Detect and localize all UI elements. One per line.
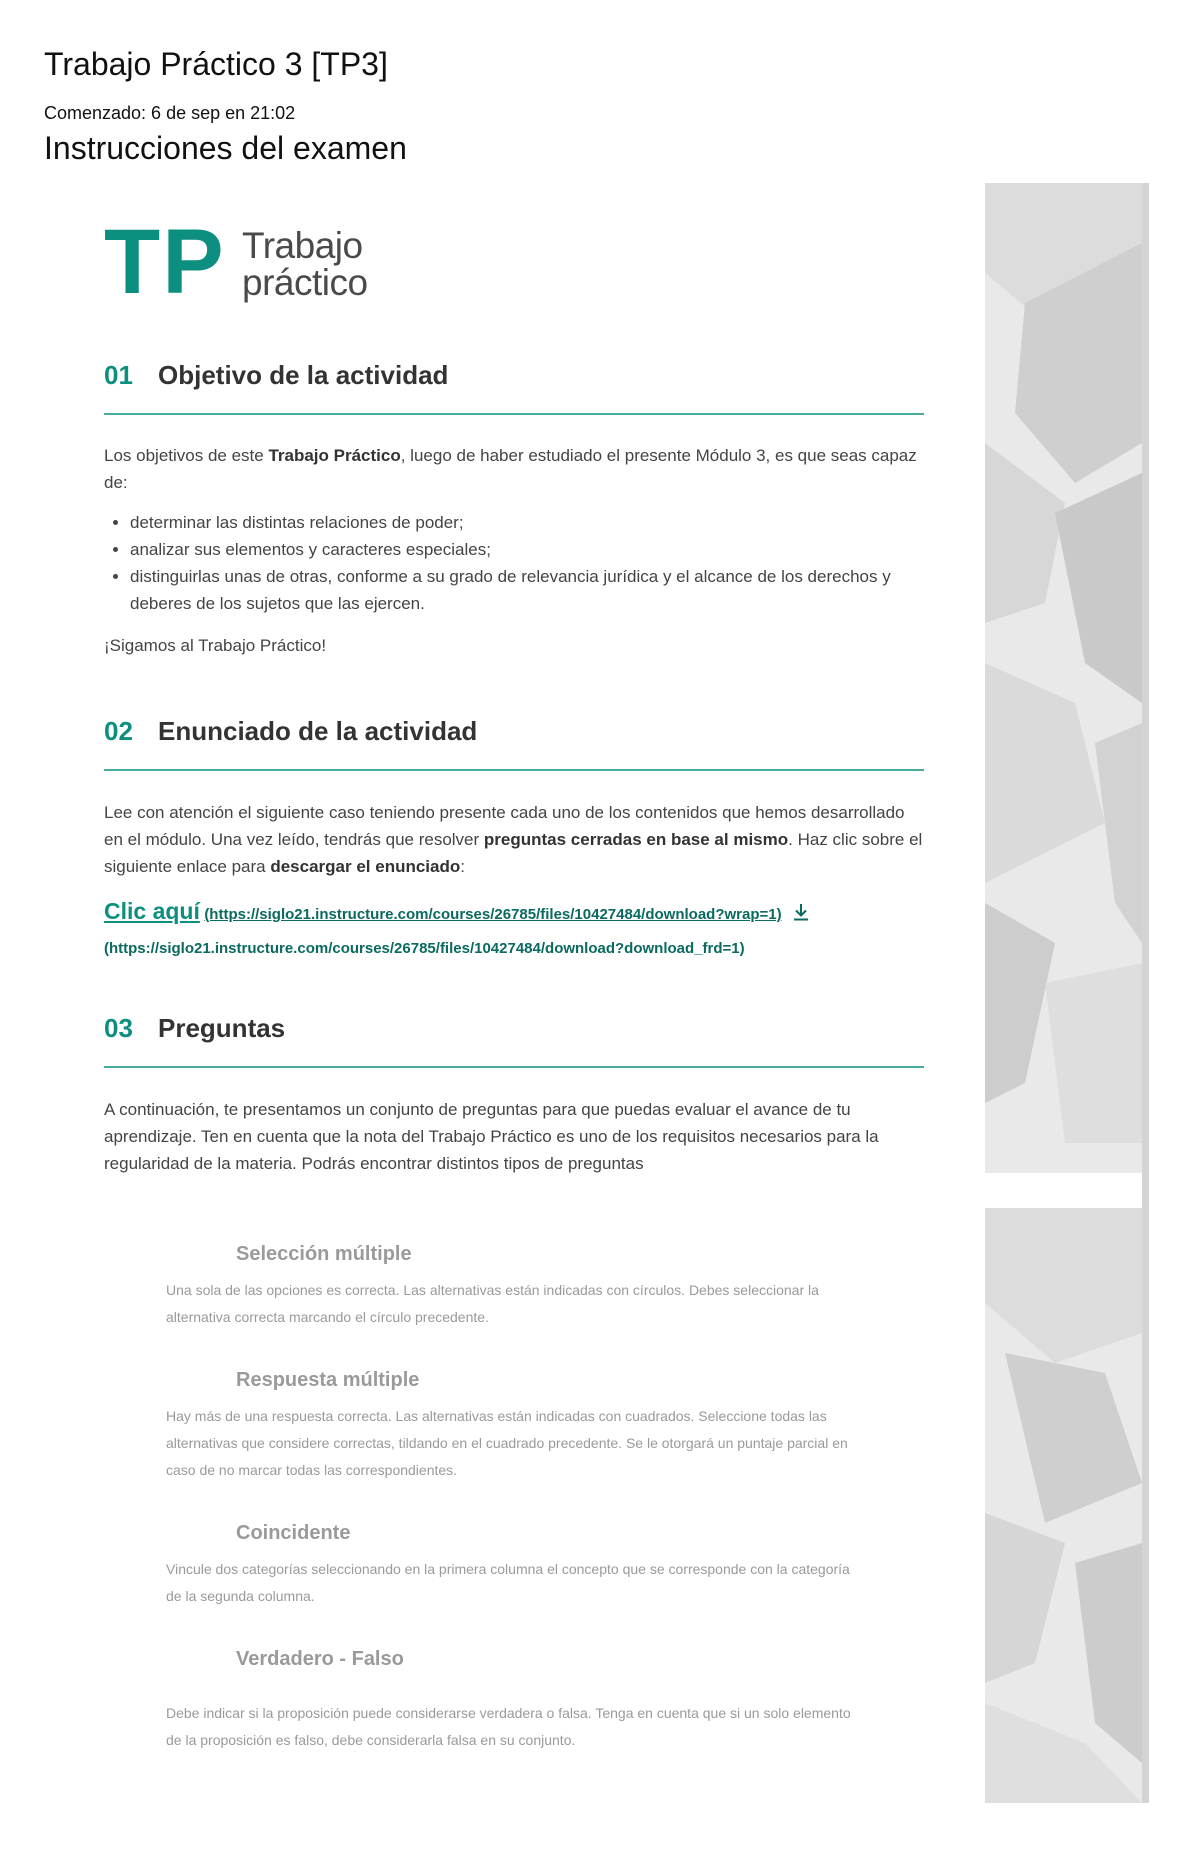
section-divider bbox=[104, 413, 924, 415]
logo-word-trabajo: Trabajo bbox=[242, 225, 363, 266]
question-type-title: Selección múltiple bbox=[236, 1243, 412, 1265]
instructions-title: Instrucciones del examen bbox=[44, 130, 407, 166]
list-item: • distinguirlas unas de otras, conforme a su grado de relevancia jurídica y el alcance de los derechos y deberes de los sujetos que las ejercen. bbox=[130, 563, 930, 617]
enunciado-text bbox=[104, 799, 924, 880]
enunciado-bold: descargar el enunciado bbox=[270, 857, 461, 876]
clic-aqui-link[interactable]: Clic aquí bbox=[104, 898, 200, 924]
download-icon[interactable] bbox=[792, 902, 810, 922]
list-item: • determinar las distintas relaciones de poder; bbox=[130, 509, 930, 536]
section-title: Enunciado de la actividad bbox=[158, 716, 478, 746]
started-timestamp: Comenzado: 6 de sep en 21:02 bbox=[44, 103, 296, 123]
objetivo-list bbox=[104, 509, 930, 617]
question-type-desc: Debe indicar si la proposición puede considerarse verdadera o falsa. Tenga en cuenta que si un solo elemento de la proposición es falso, debe considerarla falsa en su conjunto. bbox=[166, 1705, 851, 1748]
logo-tp-letters: TP bbox=[104, 211, 226, 313]
section-number: 02 bbox=[104, 716, 133, 746]
decorative-side-image bbox=[985, 183, 1142, 1803]
side-image-scrollbar bbox=[1142, 183, 1149, 1803]
file-download-link[interactable]: (https://siglo21.instructure.com/courses/26785/files/10427484/download?download_frd=1) bbox=[104, 940, 745, 957]
list-item: • analizar sus elementos y caracteres especiales; bbox=[130, 536, 930, 563]
question-type-title: Verdadero - Falso bbox=[236, 1648, 404, 1670]
preguntas-intro: A continuación, te presentamos un conjunto de preguntas para que puedas evaluar el avance de tu aprendizaje. Ten en cuenta que la nota del Trabajo Práctico es uno de los requisitos necesarios para la regularidad de la materia. Podrás encontrar distintos tipos de preguntas bbox=[104, 1100, 879, 1173]
logo-word-practico: práctico bbox=[242, 262, 368, 303]
file-url-link[interactable]: (https://siglo21.instructure.com/courses/26785/files/10427484/download?wrap=1) bbox=[204, 906, 782, 923]
question-type-title: Coincidente bbox=[236, 1522, 351, 1544]
enunciado-text-part: . Haz clic sobre el siguiente enlace para bbox=[104, 830, 923, 876]
intro-bold: Trabajo Práctico bbox=[268, 446, 401, 465]
objetivo-closing: ¡Sigamos al Trabajo Práctico! bbox=[104, 636, 327, 655]
intro-text: , luego de haber estudiado el presente Módulo 3, es que seas capaz de: bbox=[104, 446, 917, 492]
question-type-title: Respuesta múltiple bbox=[236, 1369, 420, 1391]
question-type-desc: Una sola de las opciones es correcta. Las alternativas están indicadas con círculos. Debes seleccionar la alternativa correcta marcando el círculo precedente. bbox=[166, 1282, 819, 1325]
section-enunciado-heading bbox=[104, 716, 924, 756]
section-divider bbox=[104, 1066, 924, 1068]
section-number: 01 bbox=[104, 360, 133, 390]
objetivo-intro bbox=[104, 442, 924, 496]
enunciado-bold: preguntas cerradas en base al mismo bbox=[483, 830, 789, 849]
section-number: 03 bbox=[104, 1013, 133, 1043]
section-divider bbox=[104, 769, 924, 771]
section-preguntas-heading bbox=[104, 1013, 924, 1053]
section-title: Preguntas bbox=[158, 1013, 286, 1043]
section-title: Objetivo de la actividad bbox=[158, 360, 449, 390]
question-type-desc: Vincule dos categorías seleccionando en la primera columna el concepto que se corresponde con la categoría de la segunda columna. bbox=[166, 1561, 850, 1604]
intro-text: Los objetivos de este bbox=[104, 446, 269, 465]
enunciado-text-part: Lee con atención el siguiente caso teniendo presente cada uno de los contenidos que hemos desarrollado en el módulo. Una vez leído, tendrás que resolver bbox=[104, 803, 905, 849]
enunciado-text-part: : bbox=[460, 857, 465, 876]
download-link-row bbox=[104, 898, 810, 925]
logo-wordmark bbox=[242, 227, 368, 301]
question-type-desc: Hay más de una respuesta correcta. Las alternativas están indicadas con cuadrados. Seleccione todas las alternativas que considere correctas, tildando en el cuadrado precedente. Se le otorgará un puntaje parcial en caso de no marcar todas las correspondientes. bbox=[166, 1408, 848, 1478]
page-title: Trabajo Práctico 3 [TP3] bbox=[44, 46, 388, 82]
section-objetivo-heading bbox=[104, 360, 924, 400]
